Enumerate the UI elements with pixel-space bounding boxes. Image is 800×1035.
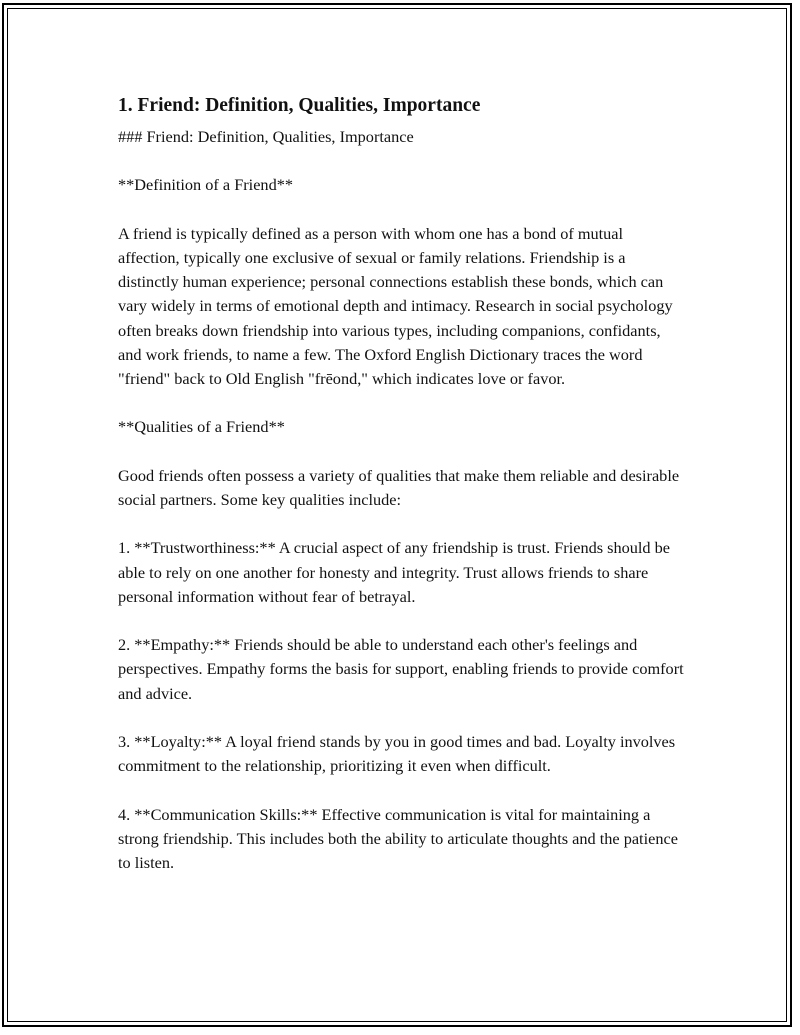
qualities-heading: **Qualities of a Friend** bbox=[118, 417, 285, 437]
document-body bbox=[118, 92, 688, 899]
quality-item-loyalty: 3. **Loyalty:** A loyal friend stands by you in good times and bad. Loyalty involves commitment to the relationship, prioritizing it even when difficult. bbox=[118, 731, 676, 776]
quality-item-empathy: 2. **Empathy:** Friends should be able to understand each other's feelings and perspectives. Empathy forms the basis for support, enabling friends to provide comfort and advice. bbox=[118, 635, 684, 703]
document-title: 1. Friend: Definition, Qualities, Importance bbox=[118, 95, 481, 116]
markdown-heading-line: ### Friend: Definition, Qualities, Importance bbox=[118, 127, 414, 146]
quality-item-communication: 4. **Communication Skills:** Effective communication is vital for maintaining a strong friendship. This includes both the ability to articulate thoughts and the patience to listen. bbox=[118, 804, 678, 872]
quality-item-trustworthiness: 1. **Trustworthiness:** A crucial aspect of any friendship is trust. Friends should be able to rely on one another for honesty and integrity. Trust allows friends to share personal information without fear of betrayal. bbox=[118, 538, 671, 606]
definition-heading: **Definition of a Friend** bbox=[118, 175, 293, 195]
definition-paragraph: A friend is typically defined as a person with whom one has a bond of mutual affection, typically one exclusive of sexual or family relations. Friendship is a distinctly human experience; personal connections establish these bonds, which can vary widely in terms of emotional depth and intimacy. Research in social psychology often breaks down friendship into various types, including companions, confidants, and work friends, to name a few. The Oxford English Dictionary traces the word "friend" back to Old English "frēond," which indicates love or favor. bbox=[118, 223, 673, 388]
qualities-intro-paragraph: Good friends often possess a variety of qualities that make them reliable and desirable social partners. Some key qualities include: bbox=[118, 465, 680, 509]
